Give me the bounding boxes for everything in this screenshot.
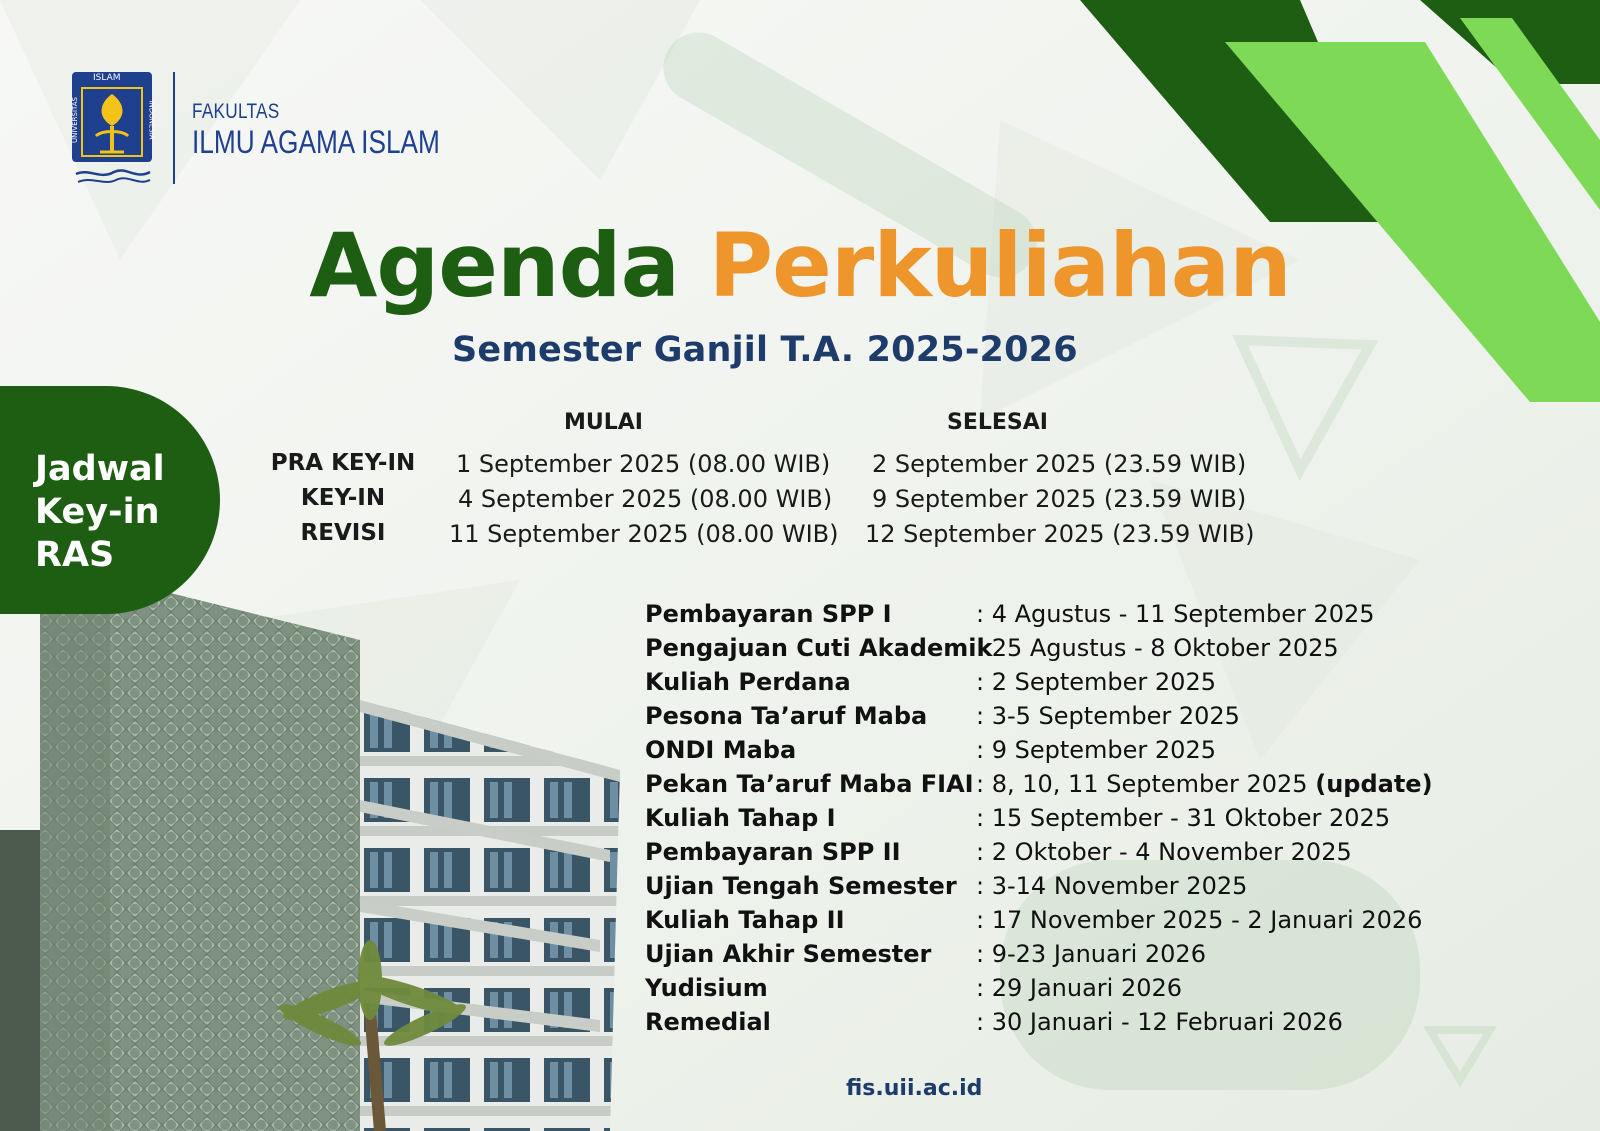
schedule-date: : 9 September 2025 [976, 736, 1216, 764]
keyin-row-end: 9 September 2025 (23.59 WIB) [872, 485, 1247, 513]
schedule-date: : 2 Oktober - 4 November 2025 [976, 838, 1352, 866]
uii-seal-icon [70, 70, 160, 190]
schedule-activity: Pembayaran SPP II [645, 838, 901, 866]
faculty-logo [70, 70, 440, 190]
schedule-date: : 4 Agustus - 11 September 2025 [976, 600, 1375, 628]
schedule-date: : 17 November 2025 - 2 Januari 2026 [976, 906, 1423, 934]
seal-text-top: ISLAM [93, 73, 121, 83]
faculty-label: FAKULTAS [192, 100, 280, 123]
side-tab-line: Key-in [35, 492, 160, 532]
keyin-row-start: 4 September 2025 (08.00 WIB) [458, 485, 833, 513]
schedule-activity: Kuliah Perdana [645, 668, 851, 696]
schedule-date: : 25 Agustus - 8 Oktober 2025 [976, 634, 1339, 662]
schedule-date-row [976, 770, 1433, 798]
schedule-date: : 3-5 September 2025 [976, 702, 1240, 730]
schedule-date: : 8, 10, 11 September 2025 [976, 770, 1308, 798]
side-tab-label [35, 448, 165, 577]
side-tab-line: RAS [35, 535, 115, 575]
faculty-name: ILMU AGAMA ISLAM [192, 124, 440, 160]
schedule-activity: Pekan Ta’aruf Maba FIAI [645, 770, 974, 798]
schedule-date: : 15 September - 31 Oktober 2025 [976, 804, 1391, 832]
schedule-activity: Remedial [645, 1008, 771, 1036]
schedule-activity: Kuliah Tahap I [645, 804, 836, 832]
schedule-activity: Pengajuan Cuti Akademik [645, 634, 993, 662]
keyin-header-end: SELESAI [947, 410, 1048, 435]
keyin-row-label: PRA KEY-IN [270, 450, 416, 476]
title-part-agenda: Agenda [309, 214, 680, 317]
schedule-date: : 9-23 Januari 2026 [976, 940, 1206, 968]
page-subtitle: Semester Ganjil T.A. 2025-2026 [452, 330, 1078, 370]
keyin-row-end: 2 September 2025 (23.59 WIB) [872, 450, 1247, 478]
schedule-activity: Yudisium [645, 974, 768, 1002]
schedule-date: : 29 Januari 2026 [976, 974, 1183, 1002]
title-part-perkuliahan: Perkuliahan [708, 214, 1291, 317]
schedule-activity: Pembayaran SPP I [645, 600, 892, 628]
side-tab-line: Jadwal [35, 449, 165, 489]
keyin-header-start: MULAI [564, 410, 643, 435]
seal-text-right: INDONESIA [147, 100, 156, 140]
page-title [0, 214, 1600, 317]
keyin-row-start: 1 September 2025 (08.00 WIB) [456, 450, 831, 478]
footer-website: fis.uii.ac.id [846, 1076, 983, 1101]
schedule-activity: ONDI Maba [645, 736, 797, 764]
schedule-activity: Ujian Akhir Semester [645, 940, 932, 968]
update-note: (update) [1315, 770, 1433, 798]
keyin-row-label: KEY-IN [300, 485, 386, 511]
schedule-activity: Pesona Ta’aruf Maba [645, 702, 928, 730]
logo-divider [173, 72, 175, 184]
schedule-date: : 30 Januari - 12 Februari 2026 [976, 1008, 1343, 1036]
keyin-row-label: REVISI [300, 520, 386, 546]
schedule-date: : 3-14 November 2025 [976, 872, 1248, 900]
schedule-date: : 2 September 2025 [976, 668, 1216, 696]
keyin-row-start: 11 September 2025 (08.00 WIB) [449, 520, 839, 548]
schedule-activity: Kuliah Tahap II [645, 906, 845, 934]
keyin-row-end: 12 September 2025 (23.59 WIB) [865, 520, 1255, 548]
seal-text-left: UNIVERSITAS [70, 97, 79, 143]
schedule-activity: Ujian Tengah Semester [645, 872, 957, 900]
